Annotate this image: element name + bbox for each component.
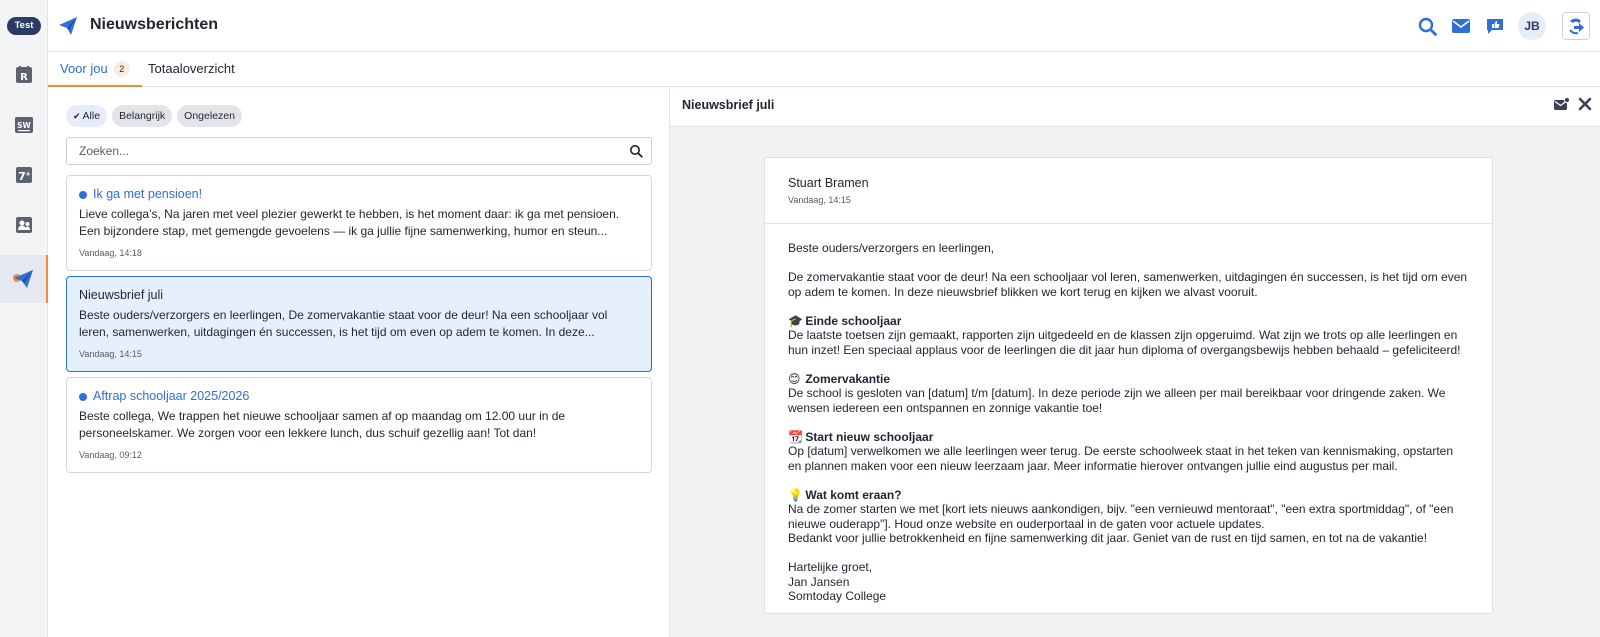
check-icon: ✔ <box>73 111 81 121</box>
greeting: Beste ouders/verzorgers en leerlingen, <box>788 241 995 255</box>
search-input[interactable] <box>67 138 607 164</box>
messages-button[interactable] <box>1444 12 1478 40</box>
section-einde-schooljaar <box>788 314 1469 358</box>
message-detail-pane <box>670 87 1600 637</box>
detail-actions <box>1554 97 1592 114</box>
svg-text:+: + <box>25 170 31 178</box>
closing: Hartelijke groet, <box>788 560 873 574</box>
section-heading: Einde schooljaar <box>805 313 902 328</box>
environment-badge: Test <box>7 17 41 35</box>
avatar[interactable]: JB <box>1518 12 1546 40</box>
section-heading: Start nieuw schooljaar <box>805 429 934 444</box>
calendar-icon: 📆 <box>788 429 803 444</box>
unread-count-badge: 2 <box>114 61 130 77</box>
rail-item-students[interactable] <box>0 201 48 249</box>
filter-chip-belangrijk[interactable]: Belangrijk <box>112 105 172 127</box>
message-list-pane <box>48 87 670 637</box>
close-button[interactable] <box>1578 97 1592 114</box>
signature-name: Jan Jansen <box>788 574 850 589</box>
message-title: Ik ga met pensioen! <box>79 187 202 201</box>
search-button[interactable] <box>1410 12 1444 40</box>
section-wat-komt-eraan <box>788 488 1469 546</box>
rail-item-studiewijzer[interactable] <box>0 101 48 149</box>
search-icon <box>1418 17 1437 36</box>
lightbulb-icon: 💡 <box>788 487 803 502</box>
message-body-card <box>764 157 1493 614</box>
sent-time: Vandaag, 14:15 <box>788 195 851 205</box>
tab-totaaloverzicht[interactable] <box>148 52 235 87</box>
envelope-icon <box>1452 19 1470 33</box>
filter-chip-alle[interactable]: ✔ Alle <box>66 105 107 127</box>
section-heading: Wat komt eraan? <box>805 487 902 502</box>
section-text: De school is gesloten van [datum] t/m [datum]. In deze periode zijn we alleen per mail bereikbaar voor dringende zaken. We wensen iedereen een ontspannen en zonnige vakantie toe! <box>788 386 1446 415</box>
tab-voor-jou[interactable] <box>48 52 142 87</box>
section-text: Op [datum] verwelkomen we alle leerlingen weer terug. De eerste schoolweek staat in het teken van kennismaking, opstarten en plannen maken voor een nieuw leerzaam jaar. Meer informatie hierover ontvangen jullie eind augustus per mail. <box>788 444 1454 473</box>
signature-org: Somtoday College <box>788 589 887 603</box>
search-field <box>66 137 652 165</box>
signature <box>788 560 1469 604</box>
rail-item-news[interactable] <box>0 255 48 303</box>
top-bar <box>48 0 1600 52</box>
section-zomervakantie <box>788 372 1469 416</box>
message-preview: Beste collega, We trappen het nieuwe schooljaar samen af op maandag om 12.00 uur in de personeelskamer. We zorgen voor een lekkere lunch, dus schuif gezellig aan! Tot dan! <box>79 409 566 440</box>
tab-bar <box>48 52 1600 87</box>
tab-label: Totaaloverzicht <box>148 61 235 76</box>
tab-label: Voor jou <box>60 61 108 76</box>
message-preview: Lieve collega’s, Na jaren met veel plezier gewerkt te hebben, is het moment daar: ik ga met pensioen. Een bijzondere stap, met gemengde gevoelens — ik ga jullie fijne samenwerking, humor en steun... <box>79 207 620 238</box>
message-body <box>765 224 1492 604</box>
search-icon[interactable] <box>629 144 643 161</box>
sender-name: Stuart Bramen <box>788 176 869 190</box>
svg-text:SW: SW <box>17 121 31 130</box>
students-icon <box>15 216 33 234</box>
smile-icon: 😊 <box>788 371 801 386</box>
top-actions <box>1410 12 1590 40</box>
message-meta <box>765 158 1492 224</box>
message-card-selected[interactable] <box>66 276 652 372</box>
page-title: Nieuwsberichten <box>90 16 219 33</box>
rail-item-grades[interactable] <box>0 151 48 199</box>
unread-dot-icon <box>79 191 87 199</box>
feedback-button[interactable] <box>1478 12 1512 40</box>
section-text: Na de zomer starten we met [kort iets nieuws aankondigen, bijv. "een vernieuwd mentoraat", "een extra sportmiddag", of "een nieuwe ouderapp"]. Houd onze website en ouderportaal in de gaten voor actuele updates. <box>788 502 1454 531</box>
message-title: Nieuwsbrief juli <box>79 288 164 302</box>
side-rail <box>0 0 48 637</box>
section-text: De laatste toetsen zijn gemaakt, rapporten zijn uitgedeeld en de klassen zijn opgeruimd. Wat zijn we trots op alle leerlingen en hun inzet! Een speciaal applaus voor de leerlingen die dit jaar hun diploma of overgangsbewijs hebben behaald – gefeliciteerd! <box>788 328 1461 357</box>
logout-button[interactable] <box>1562 12 1590 40</box>
rail-item-roster[interactable] <box>0 51 48 99</box>
svg-text:R: R <box>20 72 28 83</box>
studiewijzer-icon <box>14 116 34 134</box>
message-time: Vandaag, 09:12 <box>79 450 142 460</box>
detail-header <box>670 87 1600 127</box>
message-card[interactable] <box>66 377 652 473</box>
grades-icon <box>15 166 33 184</box>
section-text: Bedankt voor jullie betrokkenheid en fijne samenwerking dit jaar. Geniet van de rust en tijd samen, en tot na de vakantie! <box>788 531 1428 545</box>
paper-plane-icon <box>58 16 78 39</box>
filter-chip-ongelezen[interactable]: Ongelezen <box>177 105 242 127</box>
logout-icon <box>1567 17 1585 35</box>
thumbs-up-message-icon <box>1486 18 1504 35</box>
filter-chips <box>66 105 242 127</box>
message-preview: Beste ouders/verzorgers en leerlingen, De zomervakantie staat voor de deur! Na een schooljaar vol leren, samenwerken, uitdagingen én successen, is het tijd om even op adem te komen. In deze... <box>79 308 608 339</box>
detail-title: Nieuwsbrief juli <box>682 98 775 112</box>
section-heading: Zomervakantie <box>805 371 891 386</box>
message-title: Aftrap schooljaar 2025/2026 <box>79 389 249 403</box>
message-card[interactable] <box>66 175 652 271</box>
svg-text:7: 7 <box>18 170 26 183</box>
graduation-cap-icon: 🎓 <box>788 313 803 328</box>
roster-icon <box>15 66 33 84</box>
mark-unread-icon <box>1554 97 1570 111</box>
message-time: Vandaag, 14:15 <box>79 349 142 359</box>
intro-paragraph: De zomervakantie staat voor de deur! Na een schooljaar vol leren, samenwerken, uitdagingen én successen, is het tijd om even op adem te komen. In deze nieuwsbrief blikken we kort terug en kijken we alvast vooruit. <box>788 270 1468 299</box>
section-start-nieuw-schooljaar <box>788 430 1469 474</box>
paper-plane-icon <box>12 269 34 289</box>
close-icon <box>1578 97 1592 111</box>
message-time: Vandaag, 14:18 <box>79 248 142 258</box>
mark-unread-button[interactable] <box>1554 97 1570 114</box>
unread-dot-icon <box>79 393 87 401</box>
